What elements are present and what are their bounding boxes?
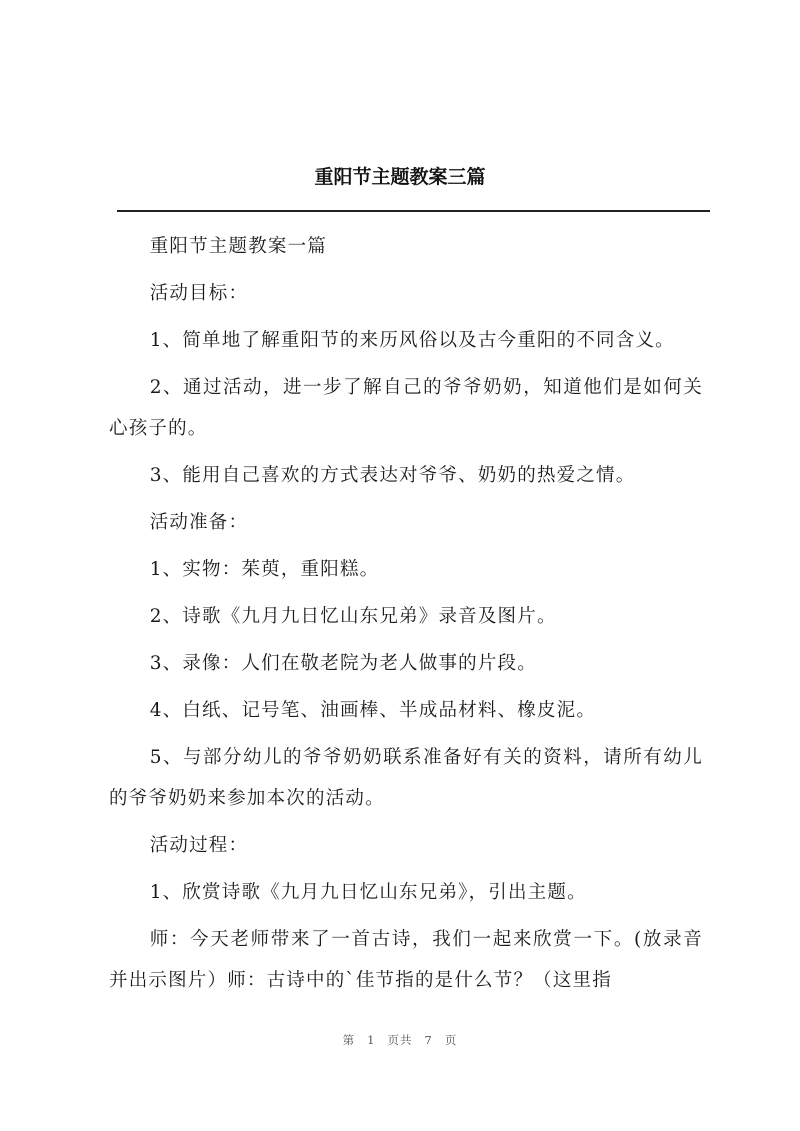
- paragraph-goal-1: 1、简单地了解重阳节的来历风俗以及古今重阳的不同含义。: [149, 330, 675, 351]
- paragraph-prep-heading: 活动准备：: [149, 512, 249, 533]
- footer-label-prefix: 第: [342, 1033, 356, 1047]
- paragraph-prep-4: 4、白纸、记号笔、油画棒、半成品材料、橡皮泥。: [149, 700, 597, 721]
- paragraph-process-2: 师：今天老师带来了一首古诗，我们一起来欣赏一下。(放录音并出示图片）师：古诗中的`佳节指的是什么节？（这里指: [109, 929, 703, 991]
- footer-label-middle: 页共: [387, 1033, 413, 1047]
- paragraph-section-heading: 重阳节主题教案一篇: [149, 236, 327, 257]
- paragraph-goal-2: 2、通过活动，进一步了解自己的爷爷奶奶，知道他们是如何关心孩子的。: [109, 377, 703, 439]
- paragraph-goal-3: 3、能用自己喜欢的方式表达对爷爷、奶奶的热爱之情。: [149, 465, 636, 486]
- footer-total-pages: 7: [424, 1033, 433, 1047]
- paragraph-prep-3: 3、录像：人们在敬老院为老人做事的片段。: [149, 653, 537, 674]
- title-underline: [117, 210, 710, 212]
- paragraph-goals-heading: 活动目标：: [149, 283, 249, 304]
- footer-current-page: 1: [367, 1033, 376, 1047]
- footer-label-suffix: 页: [444, 1033, 458, 1047]
- paragraph-prep-5: 5、与部分幼儿的爷爷奶奶联系准备好有关的资料，请所有幼儿的爷爷奶奶来参加本次的活动。: [109, 747, 703, 809]
- paragraph-process-heading: 活动过程：: [149, 835, 249, 856]
- paragraph-prep-2: 2、诗歌《九月九日忆山东兄弟》录音及图片。: [149, 606, 557, 627]
- paragraph-process-1: 1、欣赏诗歌《九月九日忆山东兄弟》，引出主题。: [149, 882, 587, 903]
- page-footer: [0, 1032, 800, 1048]
- document-body: [109, 226, 703, 1007]
- document-title: 重阳节主题教案三篇: [314, 166, 486, 188]
- paragraph-prep-1: 1、实物：茱萸，重阳糕。: [149, 559, 380, 580]
